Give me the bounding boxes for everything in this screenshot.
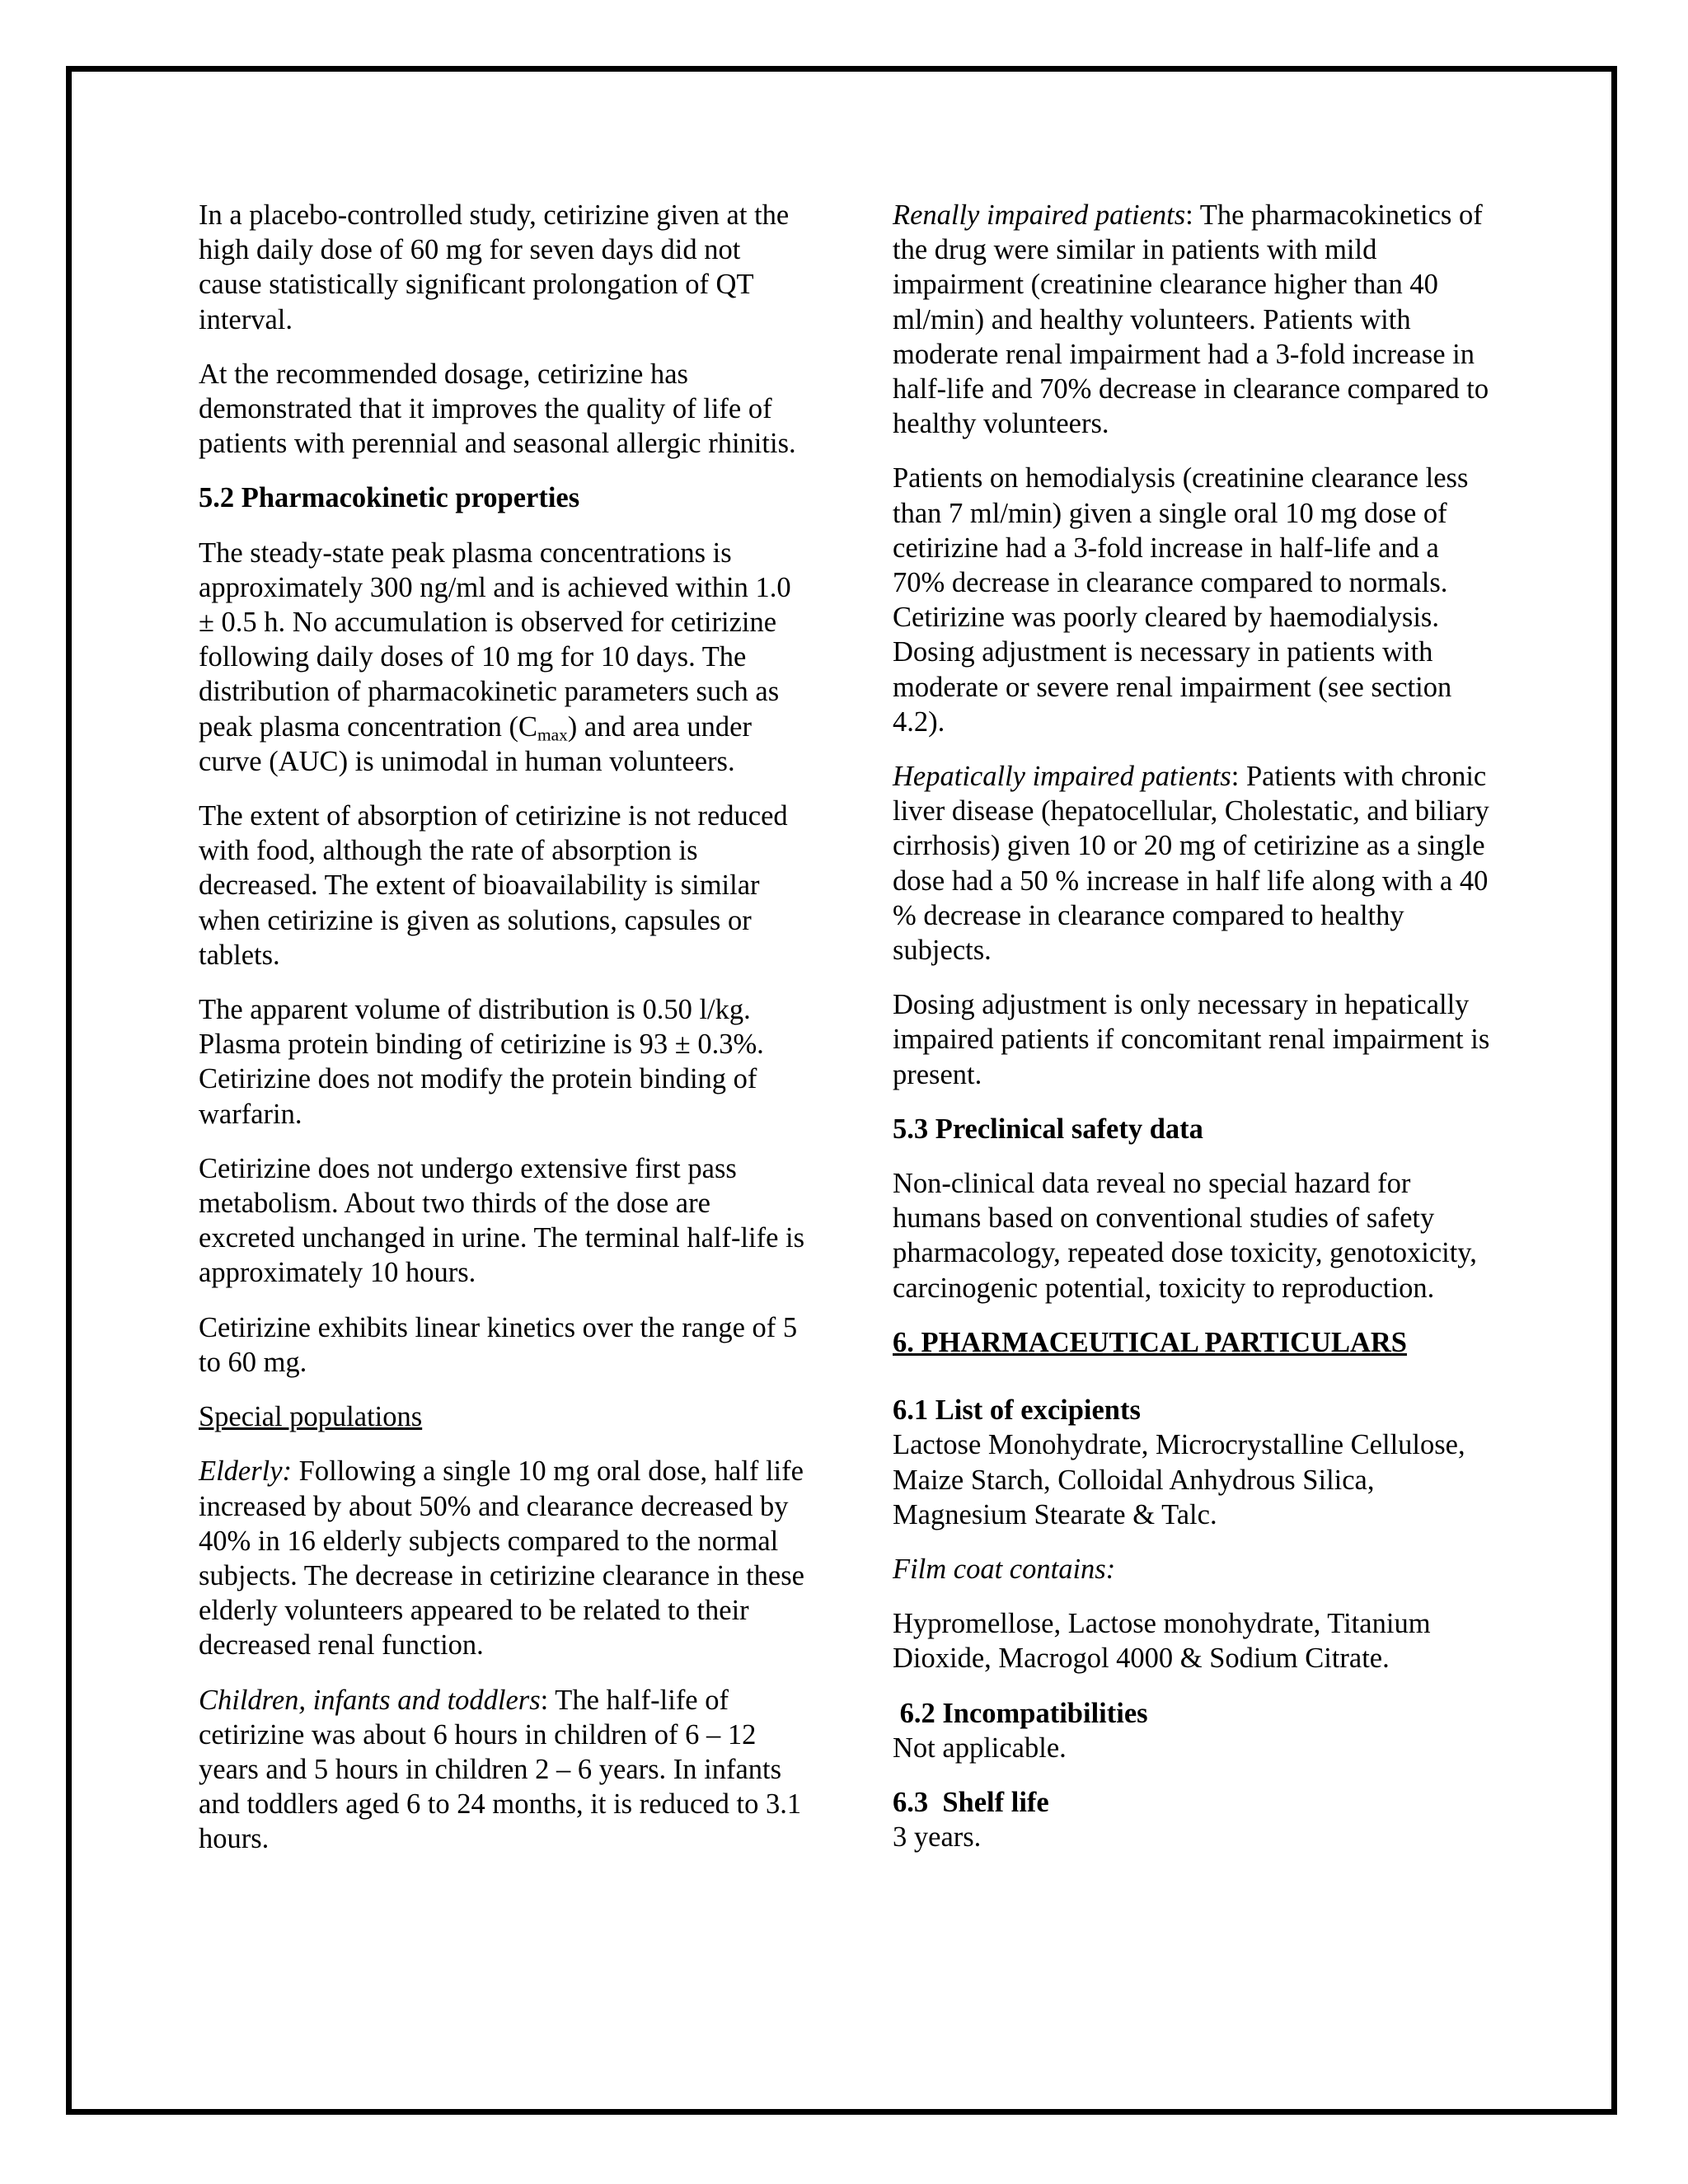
metabolism-paragraph: Cetirizine does not undergo extensive first pass metabolism. About two thirds of the dose are excreted unchanged in urine. The terminal half-life is approximately 10 hours. (199, 1152, 805, 1289)
qt-study-paragraph: In a placebo-controlled study, cetirizine given at the high daily dose of 60 mg for seven days did not cause statistically significant prolongation of QT interval. (199, 199, 790, 335)
renal-text: : The pharmacokinetics of the drug were similar in patients with mild impairment (creatinine clearance higher than 40 ml/min) and healthy volunteers. Patients with moderate renal impairment had a 3-fold increase in half-life and 70% decrease in clearance compared to healthy volunteers. (893, 199, 1489, 440)
distribution-paragraph: The apparent volume of distribution is 0.50 l/kg. Plasma protein binding of cetirizine is 93 ± 0.3%. Cetirizine does not modify the protein binding of warfarin. (199, 994, 764, 1130)
steady-state-text: The steady-state peak plasma concentrations is approximately 300 ng/ml and is achieved within 1.0 ± 0.5 h. No accumulation is observed for cetirizine following daily doses of 10 mg for 10 days. The distribution of pharmacokinetic parameters such as peak plasma concentration (C (199, 537, 791, 743)
absorption-paragraph: The extent of absorption of cetirizine is not reduced with food, although the rate of absorption is decreased. The extent of bioavailability is similar when cetirizine is given as solutions, capsules or tablets. (199, 800, 788, 971)
dosing-adjustment-paragraph: Dosing adjustment is only necessary in hepatically impaired patients if concomitant renal impairment is present. (893, 989, 1490, 1090)
hepatic-paragraph (893, 759, 1494, 968)
steady-state-text-end: ) and area under curve (AUC) is unimodal in human volunteers. (199, 710, 752, 777)
film-coat-label-text: Film coat contains: (893, 1553, 1116, 1585)
hepatic-text: : Patients with chronic liver disease (hepatocellular, Cholestatic, and biliary cirrhosis) given 10 or 20 mg of cetirizine as a single dose had a 50 % increase in half life along with a 40 % decrease in clearance compared to healthy subjects. (893, 761, 1489, 967)
section-6-1-heading: 6.1 List of excipients (893, 1394, 1141, 1427)
section-6-heading: 6. PHARMACEUTICAL PARTICULARS (893, 1326, 1407, 1358)
excipients-list: Lactose Monohydrate, Microcrystalline Cellulose, Maize Starch, Colloidal Anhydrous Silica, Magnesium Stearate & Talc. (893, 1429, 1465, 1530)
elderly-label: Elderly: (199, 1455, 293, 1488)
linear-kinetics-paragraph: Cetirizine exhibits linear kinetics over the range of 5 to 60 mg. (199, 1311, 798, 1378)
shelf-life-text: 3 years. (893, 1821, 982, 1854)
nonclinical-paragraph: Non-clinical data reveal no special hazard for humans based on conventional studies of safety pharmacology, repeated dose toxicity, genotoxicity, carcinogenic potential, toxicity to reproduction. (893, 1168, 1477, 1304)
film-coat-contents: Hypromellose, Lactose monohydrate, Titanium Dioxide, Macrogol 4000 & Sodium Citrate. (893, 1608, 1431, 1675)
section-5-2-heading: 5.2 Pharmacokinetic properties (199, 482, 580, 514)
hemodialysis-paragraph: Patients on hemodialysis (creatinine clearance less than 7 ml/min) given a single oral 10 mg dose of cetirizine had a 3-fold increase in half-life and a 70% decrease in clearance compared to normals. Cetirizine was poorly cleared by haemodialysis. Dosing adjustment is necessary in patients with moderate or severe renal impairment (see section 4.2). (893, 462, 1469, 738)
steady-state-paragraph (199, 536, 805, 779)
left-column (199, 198, 805, 1877)
film-coat-label (893, 1552, 1494, 1586)
special-populations-heading: Special populations (199, 1401, 423, 1433)
renal-label: Renally impaired patients (893, 199, 1186, 231)
elderly-paragraph (199, 1454, 805, 1662)
section-6-3-heading: 6.3 Shelf life (893, 1786, 1049, 1818)
incompatibilities-text: Not applicable. (893, 1732, 1067, 1764)
right-column (893, 198, 1494, 1874)
children-label: Children, infants and toddlers (199, 1684, 541, 1716)
renal-paragraph (893, 198, 1494, 441)
cmax-subscript: max (537, 724, 568, 744)
section-6-2-heading: 6.2 Incompatibilities (893, 1697, 1148, 1729)
section-5-3-heading: 5.3 Preclinical safety data (893, 1113, 1203, 1145)
hepatic-label: Hepatically impaired patients (893, 761, 1231, 793)
elderly-text: Following a single 10 mg oral dose, half life increased by about 50% and clearance decreased by 40% in 16 elderly subjects compared to the normal subjects. The decrease in cetirizine clearance in these elderly volunteers appeared to be related to their decreased renal function. (199, 1455, 804, 1661)
quality-of-life-paragraph: At the recommended dosage, cetirizine has demonstrated that it improves the quality of life of patients with perennial and seasonal allergic rhinitis. (199, 358, 796, 460)
children-text: : The half-life of cetirizine was about 6 hours in children of 6 – 12 years and 5 hours in children 2 – 6 years. In infants and toddlers aged 6 to 24 months, it is reduced to 3.1 hours. (199, 1684, 802, 1855)
children-paragraph (199, 1683, 805, 1857)
